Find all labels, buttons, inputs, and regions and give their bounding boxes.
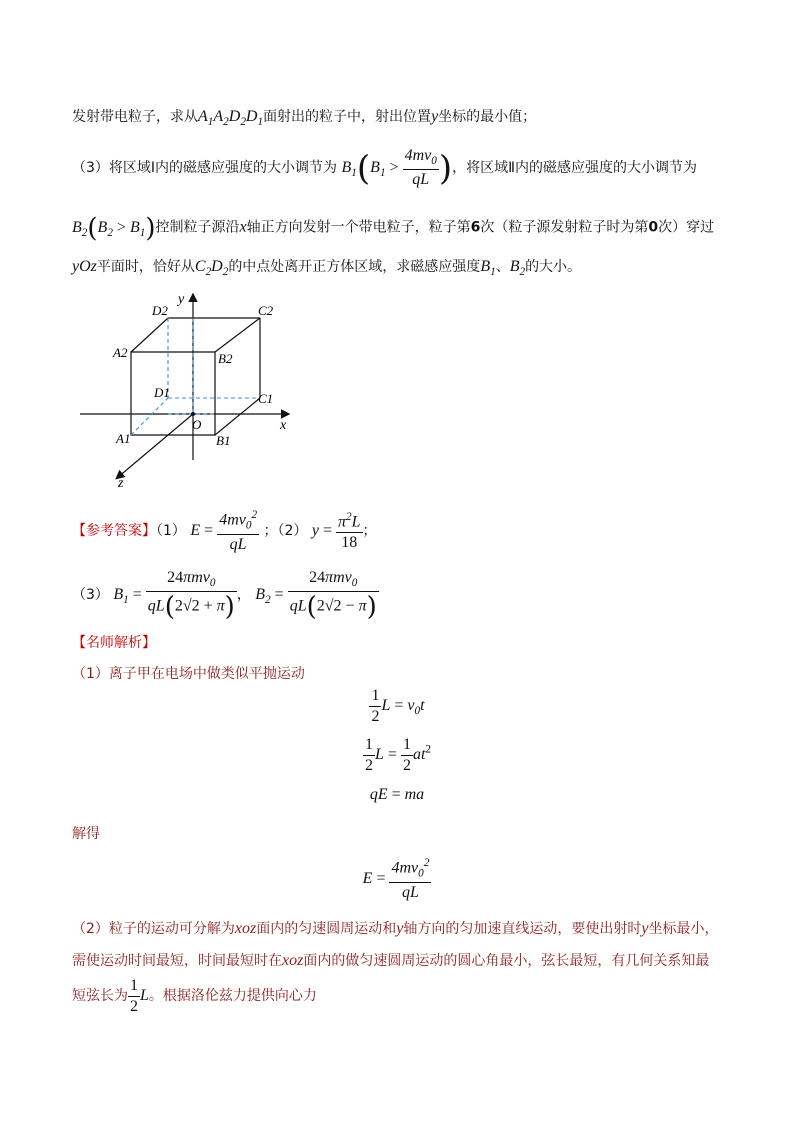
analysis-step1: （1）离子甲在电场中做类似平抛运动 <box>72 666 305 682</box>
label-d1: D1 <box>154 385 170 400</box>
z-axis <box>117 414 193 478</box>
answer-line2: （3） $B_1$ = $\frac{24\pi mv_0}{qL(2√2 + \pi)}$ ， $B_2$ = $\frac{24\pi mv_0}{qL(2√2 - \pi)}$ <box>72 569 377 623</box>
intro-line: 发射带电粒子，求从$A_1A_2D_2D_1$面射出的粒子中，射出位置y坐标的最小值； <box>72 108 537 129</box>
label-x: x <box>280 418 287 433</box>
solve-label: 解得 <box>72 826 100 842</box>
equation-4: E = $\frac{4mv_0^2}{qL}$ <box>362 857 430 901</box>
equation-3: qE = ma <box>369 786 425 803</box>
analysis-step2-line1: （2）粒子的运动可分解为xoz面内的匀速圆周运动和y轴方向的匀加速直线运动，要使出射时y坐标最小， <box>72 920 719 937</box>
answer-line1: 【参考答案】（1） E = $\frac{4mv_0^2}{qL}$ ；（2） y = $\frac{\pi^2L}{18}$ ； <box>72 509 377 553</box>
equation-1: $\frac{1}{2}$ $L = v_0t$ <box>371 687 425 725</box>
label-z: z <box>118 476 124 490</box>
label-b2: B2 <box>218 351 233 366</box>
cube-diagram <box>70 285 310 490</box>
part3-line2: $B_2(B_2 > B_1)$控制粒子源沿x轴正方向发射一个带电粒子，粒子第6次（粒子源发射粒子时为第0次）穿过 <box>72 213 715 243</box>
part3-line3: yOz平面时，恰好从$C_2D_2$的中点处离开正方体区域，求磁感应强度$B_1$、$B_2$的大小。 <box>72 258 582 279</box>
label-c1: C1 <box>258 391 274 406</box>
label-c2: C2 <box>258 303 274 318</box>
analysis-step2-line2: 需使运动时间最短，时间最短时在xoz面内的做匀速圆周运动的圆心角最小，弦长最短，有几何关系知最 <box>72 952 710 969</box>
label-a1: A1 <box>116 431 131 446</box>
label-b1: B1 <box>216 433 231 448</box>
label-y: y <box>178 292 185 307</box>
analysis-step2-line3: 短弦长为 $\frac{1}{2}$ L。根据洛伦兹力提供向心力 <box>72 977 317 1015</box>
label-d2: D2 <box>152 303 168 318</box>
equation-2: $\frac{1}{2}$ L = $\frac{1}{2}$ $at^2$ <box>365 736 431 774</box>
part3-line1: （3）将区域Ⅰ内的磁感应强度的大小调节为 $B_1(B_1$ > $\frac{4mv_0}{qL}$ )，将区域Ⅱ内的磁感应强度的大小调节为 <box>72 147 697 189</box>
b1-condition: $B_1(B_1$ > $\frac{4mv_0}{qL}$ ) <box>341 147 453 189</box>
analysis-heading: 【名师解析】 <box>72 635 156 651</box>
answer-heading: 【参考答案】 <box>72 523 156 540</box>
face-label: $A_1A_2D_2D_1$ <box>198 108 264 129</box>
label-o: O <box>192 417 202 432</box>
label-a2: A2 <box>113 345 128 360</box>
origin-dot <box>191 412 195 416</box>
